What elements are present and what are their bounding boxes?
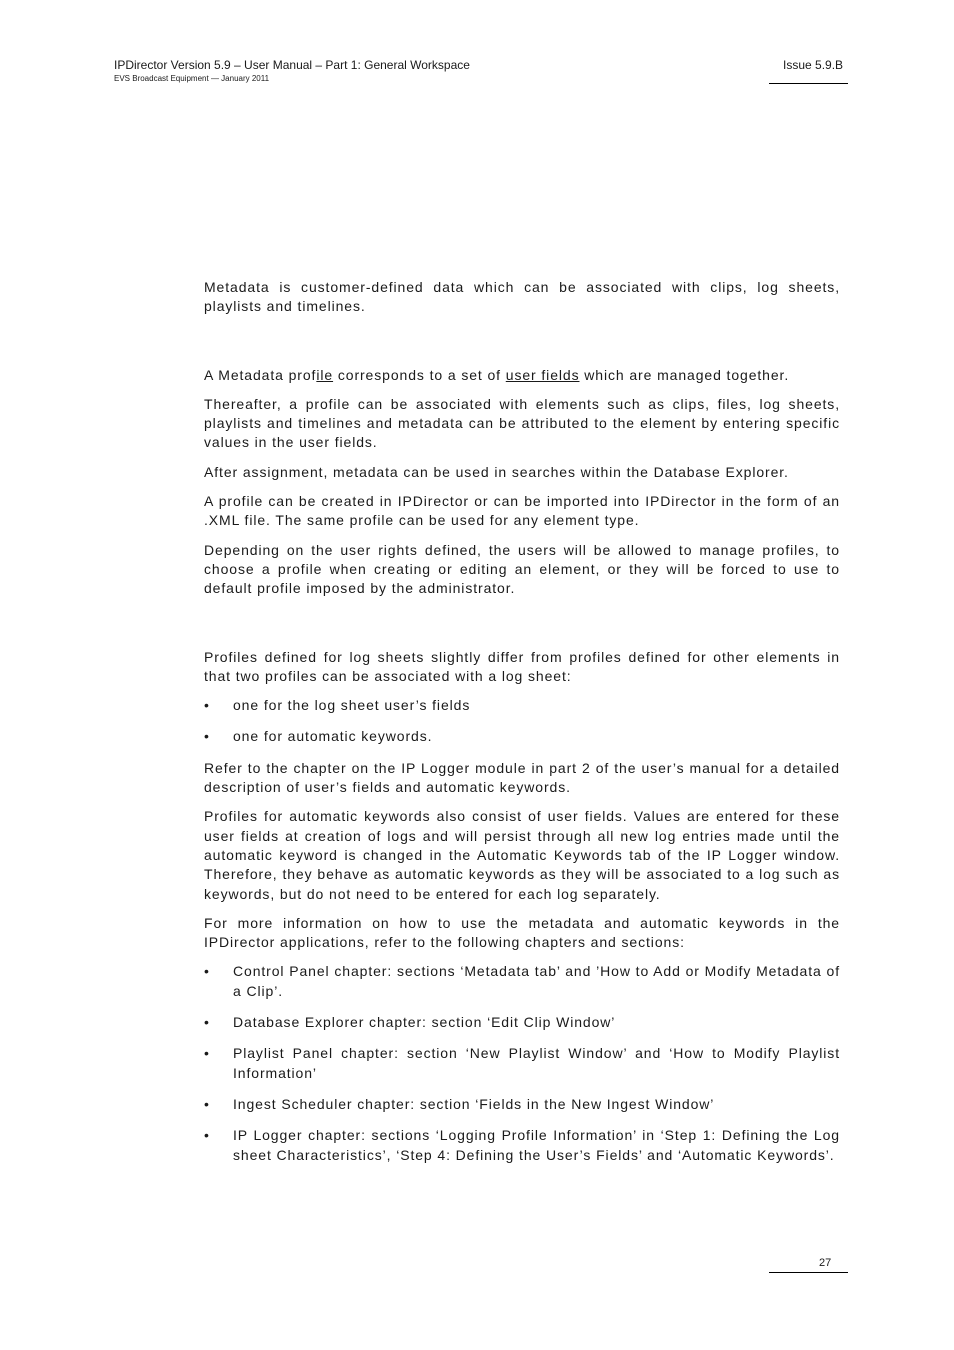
- issue-label: Issue 5.9.B: [783, 58, 844, 72]
- logsheet-profile-list: [204, 696, 840, 747]
- publisher-date: EVS Broadcast Equipment — January 2011: [114, 74, 270, 83]
- header-rule: [769, 83, 848, 84]
- document-title: IPDirector Version 5.9 – User Manual – Part 1: General Workspace: [114, 58, 470, 72]
- profile-def-text-1: A Metadata prof: [204, 366, 317, 383]
- profile-definition-paragraph: [204, 366, 840, 385]
- footer-rule: [769, 1272, 848, 1273]
- list-item: • Playlist Panel chapter: section ‘New Playlist Window’ and ‘How to Modify Playlist Information’: [204, 1044, 840, 1083]
- chapter-reference-list: [204, 962, 840, 1164]
- more-info-paragraph: For more information on how to use the metadata and automatic keywords in the IPDirector applications, refer to the following chapters and sections:: [204, 914, 840, 951]
- intro-paragraph: Metadata is customer-defined data which can be associated with clips, log sheets, playlists and timelines.: [204, 279, 840, 315]
- list-item: • IP Logger chapter: sections ‘Logging Profile Information’ in ‘Step 1: Defining the Log sheet Characteristics’, ‘Step 4: Defining the User’s Fields’ and ‘Automatic Keywords’.: [204, 1126, 840, 1165]
- profile-created-paragraph: A profile can be created in IPDirector or can be imported into IPDirector in the form of an .XML file. The same profile can be used for any element type.: [204, 493, 840, 529]
- profile-def-text-3: which are managed together.: [579, 366, 790, 383]
- page-number: 27: [819, 1257, 832, 1269]
- list-item: • Database Explorer chapter: section ‘Edit Clip Window’: [204, 1013, 840, 1032]
- list-item: • Control Panel chapter: sections ‘Metadata tab’ and ’How to Add or Modify Metadata of a Clip’.: [204, 962, 840, 1001]
- page-body: [204, 278, 840, 1177]
- after-assignment-paragraph: After assignment, metadata can be used in searches within the Database Explorer.: [204, 463, 789, 480]
- refer-paragraph: Refer to the chapter on the IP Logger module in part 2 of the user’s manual for a detailed description of user’s fields and automatic keywords.: [204, 759, 840, 796]
- profile-def-text-2: corresponds to a set of: [333, 366, 506, 383]
- user-fields-link[interactable]: user fields: [505, 366, 580, 383]
- list-item: • one for the log sheet user’s fields: [204, 696, 840, 715]
- thereafter-paragraph: Thereafter, a profile can be associated with elements such as clips, files, log sheets, playlists and timelines and metadata can be attributed to the element by entering specific values in the user fields.: [204, 395, 840, 451]
- automatic-keywords-paragraph: Profiles for automatic keywords also consist of user fields. Values are entered for these user fields at creation of logs and will persist through all new log entries made until the automatic keyword is changed in the Automatic Keywords tab of the IP Logger window. Therefore, they behave as automatic keywords as they will be associated to a log such as keywords, but do not need to be entered for each log separately.: [204, 808, 840, 902]
- list-item: • one for automatic keywords.: [204, 727, 840, 746]
- logsheets-intro-paragraph: Profiles defined for log sheets slightly differ from profiles defined for other elements in that two profiles can be associated with a log sheet:: [204, 648, 840, 684]
- profile-def-underlined-1: ile: [316, 366, 334, 383]
- user-rights-paragraph: Depending on the user rights defined, the users will be allowed to manage profiles, to choose a profile when creating or editing an element, or they will be forced to use to default profile imposed by the administrator.: [204, 541, 840, 597]
- list-item: • Ingest Scheduler chapter: section ‘Fields in the New Ingest Window’: [204, 1095, 840, 1114]
